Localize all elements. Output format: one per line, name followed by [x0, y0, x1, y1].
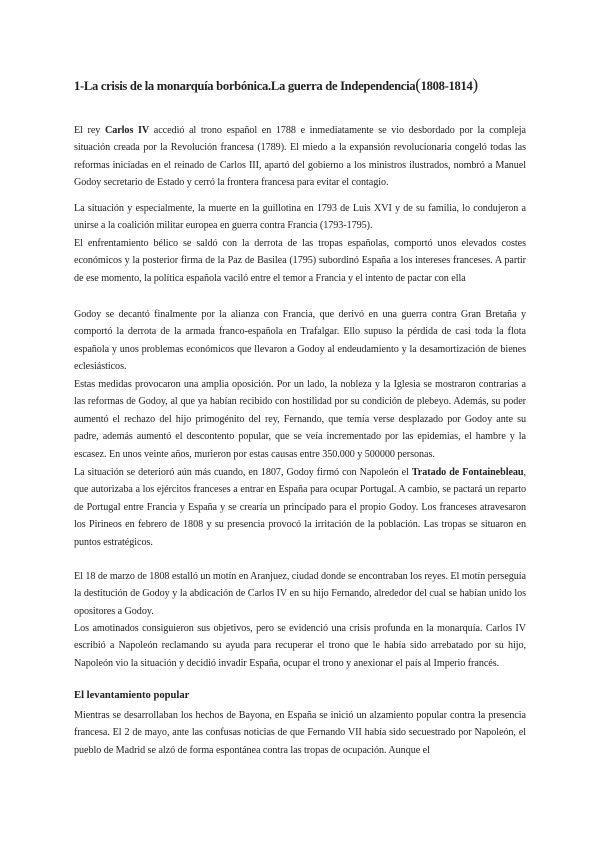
paragraph-enfrentamiento: [74, 235, 526, 287]
paragraph-fontainebleau: [74, 464, 526, 551]
paragraph-levantamiento: [74, 707, 526, 759]
p1-post: accedió al trono español en 1788 e inmediatamente se vio desbordado por la compleja situación creada por la Revolución francesa (1789). El miedo a la expansión revolucionaria congeló todas las reformas iniciadas en el reinado de Carlos III, apartó del gobierno a los ministros ilustrados, nombró a Manuel Godoy secretario de Estado y cerró la frontera francesa para evitar el contagio.: [74, 125, 526, 189]
p9-text: Mientras se desarrollaban los hechos de Bayona, en España se inició un alzamiento popular contra la presencia francesa. El 2 de mayo, ante las confusas noticias de que Fernando VII había sido secuestrado por Napoleón, el pueblo de Madrid se alzó de forma espontánea contra las tropas de ocupación. Aunque el: [74, 710, 526, 756]
paragraph-aranjuez: [74, 568, 526, 620]
p6-bold: Tratado de Fontaineblеau: [411, 467, 524, 478]
paragraph-amotinados: [74, 620, 526, 672]
section-heading: El levantamiento popular: [74, 690, 190, 701]
p6-post: , que autorizaba a los ejércitos franceses a entrar en España para ocupar Portugal. A cambio, se pactará un reparto de Portugal entre Francia y España y se crearía un principado para el propio Godoy. Los franceses atravesaron los Pirineos en febrero de 1808 y su presencia provocó la irritación de la población. Las tropas se situaron en puntos estratégicos.: [74, 467, 526, 548]
paragraph-godoy-alianza: [74, 306, 526, 376]
p6-pre: La situación se deterioró aún más cuando, en 1807, Godoy firmó con Napoleón el: [74, 467, 412, 478]
page-title: [74, 75, 544, 95]
paragraph-carlos-iv: [74, 122, 526, 192]
p4-text: Godoy se decantó finalmente por la alianza con Francia, que derivó en una guerra contra Gran Bretaña y comportó la derrota de la armada franco-española en Trafalgar. Ello supuso la pérdida de casi toda la flota española y unos problemas económicos que llevaron a Godoy al endeudamiento y la desamortización de bienes eclesiásticos.: [74, 309, 526, 373]
title-close-paren: ): [472, 75, 478, 94]
p7-text: El 18 de marzo de 1808 estalló un motín en Aranjuez, ciudad donde se encontraban los reyes. El motín perseguía la destitución de Godoy y la abdicación de Carlos IV en su hijo Fernando, alrededor del cual se habían unido los opositores a Godoy.: [74, 571, 526, 617]
p2-text: La situación y especialmente, la muerte en la guillotina en 1793 de Luis XVI y de su familia, lo condujeron a unirse a la coalición militar europea en guerra contra Francia (1793-1795).: [74, 203, 526, 232]
p3-text: El enfrentamiento bélico se saldó con la derrota de las tropas españolas, comportó unos elevados costes económicos y la posterior firma de la Paz de Basilea (1795) subordinó España a los intereses franceses. A partir de ese momento, la política española vaciló entre el temor a Francia y el intento de pactar con ella: [74, 238, 526, 284]
p8-text: Los amotinados consiguieron sus objetivos, pero se evidenció una crisis profunda en la monarquía. Carlos IV escribió a Napoleón reclamando su ayuda para recuperar el trono que le había sido arrebatado por su hijo, Napoleón vio la situación y decidió invadir España, ocupar el trono y anexionar el país al Imperio francés.: [74, 623, 526, 669]
title-open-paren: (: [415, 75, 421, 94]
p1-bold: Carlos IV: [104, 125, 150, 136]
paragraph-guillotina: [74, 200, 526, 235]
title-main: 1-La crisis de la monarquía borbónica.La guerra de Independencia: [74, 79, 416, 93]
p5-text: Estas medidas provocaron una amplia oposición. Por un lado, la nobleza y la Iglesia se mostraron contrarias a las reformas de Godoy, al que ya habían recibido con hostilidad por su condición de plebeyo. Además, su poder aumentó el rechazo del hijo primogénito del rey, Fernando, que temía verse desplazado por Godoy ante su padre, además aumentó el descontento popular, que se veía incrementado por las epidemias, el hambre y la escasez. En unos veinte años, murieron por estas causas entre 350.000 y 500000 personas.: [74, 379, 526, 460]
p1-pre: El rey: [74, 125, 105, 136]
paragraph-oposicion: [74, 376, 526, 463]
title-years: 1808-1814: [420, 79, 473, 93]
